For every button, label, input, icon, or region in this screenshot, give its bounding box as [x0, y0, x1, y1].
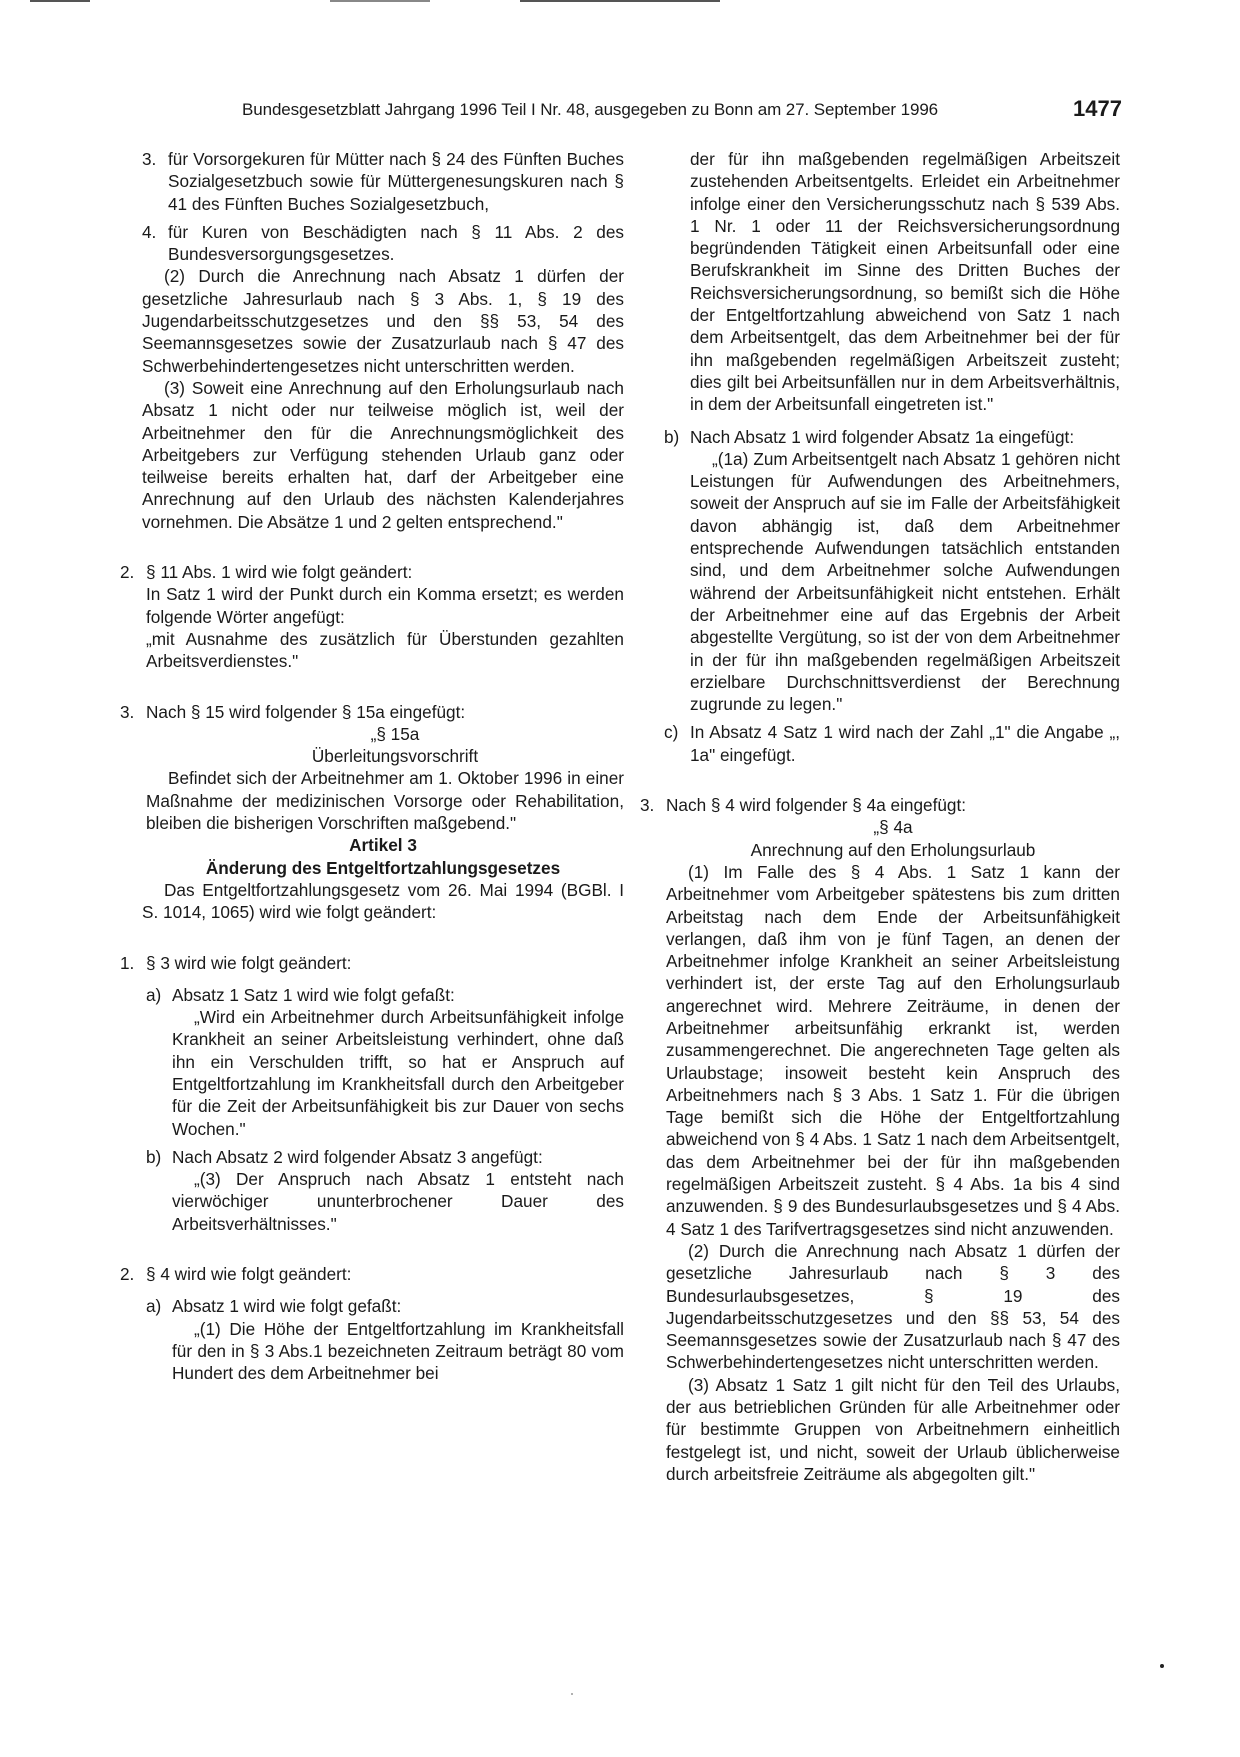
scan-edge-marks: [0, 0, 1240, 8]
quote: „(1a) Zum Arbeitsentgelt nach Absatz 1 gehören nicht Leistungen für Aufwendungen des Arbeitnehmers, soweit der Anspruch auf sie im Falle der Arbeitsfähigkeit davon abhängig ist, daß dem Arbeitnehmer entsprechende Aufwendungen tatsächlich entstanden sind, und dem Arbeitnehmer solche Aufwendungen während der Arbeitsunfähigkeit nicht entstehen. Erhält der Arbeitnehmer eine auf das Ergebnis der Arbeit abgestellte Vergütung, so ist der von dem Arbeitnehmer in der für ihn maßgebenden regelmäßigen Arbeitszeit erzielbare Durchschnittsverdienst der Berechnung zugrunde zu legen.": [690, 448, 1120, 715]
paragraph: Das Entgeltfortzahlungsgesetz vom 26. Mai 1994 (BGBl. I S. 1014, 1065) wird wie folgt geändert:: [142, 879, 624, 923]
item-number: 3.: [120, 701, 135, 722]
quote: „(3) Der Anspruch nach Absatz 1 entsteht nach vierwöchiger ununterbrochener Dauer des Arbeitsverhältnisses.": [172, 1169, 624, 1234]
section-title: Anrechnung auf den Erholungsurlaub: [750, 839, 1036, 860]
page-number: 1477: [1073, 96, 1122, 121]
section-number: „§ 15a: [370, 723, 420, 744]
item-text: für Vorsorgekuren für Mütter nach § 24 des Fünften Buches Sozialgesetzbuch sowie für Müttergenesungskuren nach § 41 des Fünften Buches Sozialgesetzbuch,: [168, 149, 624, 214]
paragraph: (2) Durch die Anrechnung nach Absatz 1 dürfen der gesetzliche Jahresurlaub nach § 3 Abs. 1, § 19 des Jugendarbeitsschutzgesetzes und den §§ 53, 54 des Seemannsgesetzes sowie der Zusatzurlaub nach § 47 des Schwerbehindertengesetzes nicht unterschritten werden.: [142, 266, 624, 376]
sub-item: [664, 426, 1120, 448]
running-title: Bundesgesetzblatt Jahrgang 1996 Teil I Nr. 48, ausgegeben zu Bonn am 27. September 1996: [242, 100, 939, 119]
item-letter: c): [664, 722, 679, 743]
sub-item: [146, 984, 624, 1006]
page-header: [242, 96, 1122, 126]
paragraph: (1) Im Falle des § 4 Abs. 1 Satz 1 kann der Arbeitnehmer vom Arbeitgeber spätestens bis zum dritten Arbeitstag nach dem Ende der Arbeitsunfähigkeit verlangen, daß ihm von je fünf Tagen, an denen der Arbeitnehmer infolge Krankheit an seiner Arbeitsleistung verhindert ist, der erste Tag auf den Erholungsurlaub angerechnet wird. Mehrere Zeiträume, in denen der Arbeitnehmer arbeitsunfähig erkrankt ist, werden zusammengerechnet. Die angerechneten Tage gelten als Urlaubstage; insoweit besteht kein Anspruch des Arbeitnehmers nach § 3 Abs. 1 Satz 1. Für die übrigen Tage bemißt sich die Höhe der Entgeltfortzahlung abweichend von § 4 Abs. 1 Satz 1 nach dem Arbeitsentgelt, das dem Arbeitnehmer bei der für ihn maßgebenden regelmäßigen Arbeitszeit zusteht. § 4 Abs. 1a bis 4 sind anzuwenden. § 9 des Bundesurlaubsgesetzes und § 4 Abs. 4 Satz 1 des Tarifvertragsgesetzes sind nicht anzuwenden.: [666, 861, 1120, 1239]
right-column: [640, 148, 1120, 1485]
quote-continuation: der für ihn maßgebenden regelmäßigen Arbeitszeit zustehenden Arbeitsentgelts. Erleidet ein Arbeitnehmer infolge einer den Versicherungsschutz nach § 539 Abs. 1 Nr. 1 oder 11 der Reichsversicherungsordnung begründenden Tätigkeit einen Arbeitsunfall oder eine Berufskrankheit im Sinne des Dritten Buches der Reichsversicherungsordnung, so bemißt sich die Höhe der Entgeltfortzahlung abweichend von Satz 1 nach dem Arbeitsentgelt, das dem Arbeitnehmer bei der für ihn maßgebenden regelmäßigen Arbeitszeit zusteht; dies gilt bei Arbeitsunfällen nur in dem Arbeitsverhältnis, in dem der Arbeitsunfall eingetreten ist.": [690, 149, 1120, 415]
item-letter: a): [146, 1296, 162, 1317]
item-text: § 3 wird wie folgt geändert:: [146, 952, 352, 973]
section-number: „§ 4a: [873, 817, 913, 838]
list-item: [142, 221, 624, 266]
item-text: Nach § 15 wird folgender § 15a eingefügt:: [146, 701, 466, 722]
list-item: [120, 1263, 624, 1285]
article-title: Änderung des Entgeltfortzahlungsgesetzes: [205, 857, 561, 878]
item-text: für Kuren von Beschädigten nach § 11 Abs. 2 des Bundesversorgungsgesetzes.: [168, 221, 624, 265]
item-text: Absatz 1 wird wie folgt gefaßt:: [172, 1296, 402, 1317]
item-number: 3.: [640, 795, 655, 816]
item-text: Nach Absatz 2 wird folgender Absatz 3 angefügt:: [172, 1146, 543, 1167]
list-item: [142, 148, 624, 215]
item-text: § 4 wird wie folgt geändert:: [146, 1264, 352, 1285]
section-title: Überleitungsvorschrift: [311, 746, 479, 767]
scan-speck: [571, 1693, 573, 1695]
quote: „mit Ausnahme des zusätzlich für Überstunden gezahlten Arbeitsverdienstes.": [146, 628, 624, 672]
item-letter: b): [664, 426, 680, 447]
item-text: § 11 Abs. 1 wird wie folgt geändert:: [146, 562, 413, 583]
list-item: [120, 701, 624, 723]
item-text: Nach § 4 wird folgender § 4a eingefügt:: [666, 795, 967, 816]
sub-item: [146, 1146, 624, 1168]
article-heading: Artikel 3: [349, 835, 417, 856]
paragraph: In Satz 1 wird der Punkt durch ein Komma ersetzt; es werden folgende Wörter angefügt:: [146, 584, 624, 627]
quote: „Wird ein Arbeitnehmer durch Arbeitsunfähigkeit infolge Krankheit an seiner Arbeitsleistung verhindert, ohne daß ihn ein Verschulden trifft, so hat er Anspruch auf Entgeltfortzahlung im Krankheitsfall durch den Arbeitgeber für die Zeit der Arbeitsunfähigkeit bis zur Dauer von sechs Wochen.": [172, 1007, 624, 1139]
item-letter: b): [146, 1146, 162, 1167]
item-number: 1.: [120, 952, 135, 973]
paragraph: (2) Durch die Anrechnung nach Absatz 1 dürfen der gesetzliche Jahresurlaub nach § 3 des Bundesurlaubsgesetzes, § 19 des Jugendarbeitsschutzgesetzes und den §§ 53, 54 des Seemannsgesetzes sowie der Zusatzurlaub nach § 47 des Schwerbehindertengesetzes nicht unterschritten werden.: [666, 1240, 1120, 1373]
item-number: 3.: [142, 149, 157, 169]
item-number: 2.: [120, 1264, 135, 1285]
item-text: In Absatz 4 Satz 1 wird nach der Zahl „1" die Angabe „, 1a" eingefügt.: [690, 722, 1120, 765]
sub-item: [146, 1295, 624, 1317]
paragraph: (3) Absatz 1 Satz 1 gilt nicht für den Teil des Urlaubs, der aus betrieblichen Gründen für alle Arbeitnehmer oder für bestimmte Gruppen von Arbeitnehmern einheitlich festgelegt ist, und nicht, soweit der Urlaub üblicherweise durch arbeitsfreie Zeiträume als abgegolten gilt.": [666, 1374, 1120, 1484]
paragraph: Befindet sich der Arbeitnehmer am 1. Oktober 1996 in einer Maßnahme der medizinischen Vorsorge oder Rehabilitation, bleiben die bisherigen Vorschriften maßgebend.": [146, 768, 624, 834]
item-text: Absatz 1 Satz 1 wird wie folgt gefaßt:: [172, 984, 455, 1005]
item-text: Nach Absatz 1 wird folgender Absatz 1a eingefügt:: [690, 426, 1075, 447]
item-number: 2.: [120, 562, 135, 583]
list-item: [120, 561, 624, 583]
scan-speck: [1160, 1664, 1164, 1668]
list-item: [640, 794, 1120, 816]
item-number: 4.: [142, 221, 157, 242]
item-letter: a): [146, 984, 162, 1005]
paragraph: (3) Soweit eine Anrechnung auf den Erholungsurlaub nach Absatz 1 nicht oder nur teilweise möglich ist, weil der Arbeitnehmer den für die Anrechnungsmöglichkeit des Arbeitgebers zur Verfügung stehenden Urlaub ganz oder teilweise bereits erhalten hat, darf der Arbeitgeber eine Anrechnung auf den Urlaub des nächsten Kalenderjahres vornehmen. Die Absätze 1 und 2 gelten entsprechend.": [142, 377, 624, 532]
quote: „(1) Die Höhe der Entgeltfortzahlung im Krankheitsfall für den in § 3 Abs.1 bezeichneten Zeitraum beträgt 80 vom Hundert des dem Arbeitnehmer bei: [172, 1318, 624, 1384]
sub-item: [664, 721, 1120, 766]
left-column: [120, 148, 624, 1385]
list-item: [120, 952, 624, 974]
